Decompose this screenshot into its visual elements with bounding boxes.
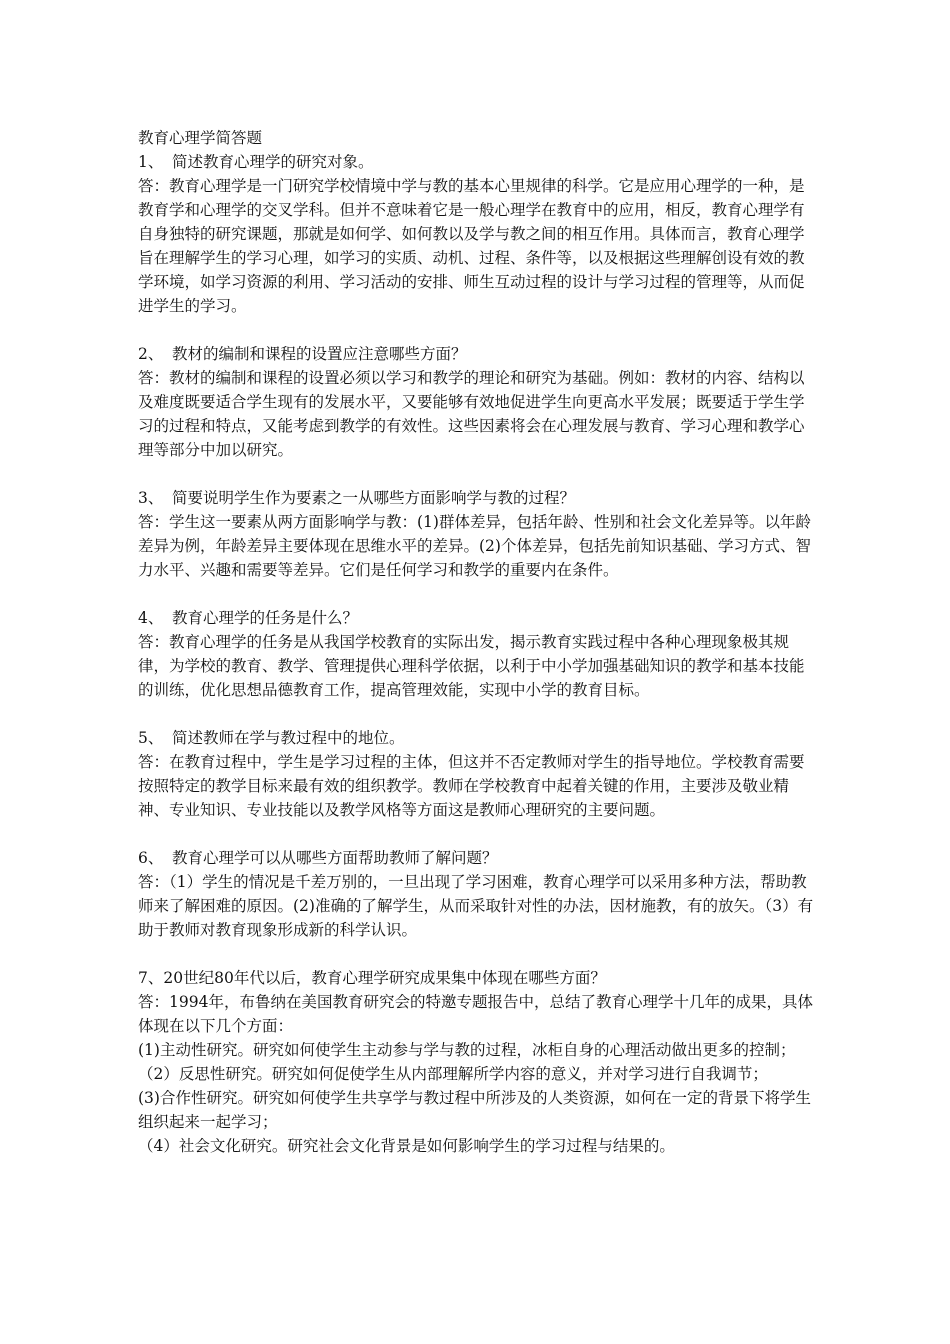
answer-4: 答：教育心理学的任务是从我国学校教育的实际出发，揭示教育实践过程中各种心理现象极其规律，为学校的教育、教学、管理提供心理科学依据，以利于中小学加强基础知识的教学和基本技能的训练，优化思想品德教育工作，提高管理效能，实现中小学的教育目标。 [138,633,805,699]
question-text: 教育心理学的任务是什么？ [172,609,359,627]
question-1 [138,150,818,174]
question-number: 4、 [138,609,164,627]
question-text: 简述教育心理学的研究对象。 [172,153,374,171]
question-block-3 [138,486,818,582]
question-block-2 [138,342,818,462]
question-7 [138,966,818,990]
question-block-4 [138,606,818,702]
question-number: 2、 [138,345,164,363]
question-text: 简述教师在学与教过程中的地位。 [172,729,405,747]
answer-6: 答：（1）学生的情况是千差万别的，一旦出现了学习困难，教育心理学可以采用多种方法，帮助教师来了解困难的原因。(2)准确的了解学生，从而采取针对性的办法，因材施教，有的放矢。（3）有助于教师对教育现象形成新的科学认识。 [138,873,814,939]
question-block-7 [138,966,818,1158]
question-block-1 [138,150,818,318]
question-text: 教育心理学可以从哪些方面帮助教师了解问题？ [172,849,498,867]
answer-3: 答：学生这一要素从两方面影响学与教：(1)群体差异，包括年龄、性别和社会文化差异等。以年龄差异为例，年龄差异主要体现在思维水平的差异。(2)个体差异，包括先前知识基础、学习方式、智力水平、兴趣和需要等差异。它们是任何学习和教学的重要内在条件。 [138,513,811,579]
question-text: 教材的编制和课程的设置应注意哪些方面？ [172,345,467,363]
answer-7-intro: 答：1994年，布鲁纳在美国教育研究会的特邀专题报告中，总结了教育心理学十几年的成果，具体体现在以下几个方面： [138,993,813,1035]
answer-7-item-3: (3)合作性研究。研究如何使学生共享学与教过程中所涉及的人类资源，如何在一定的背景下将学生组织起来一起学习； [138,1089,811,1131]
question-5 [138,726,818,750]
question-2 [138,342,818,366]
question-number: 7、 [138,969,164,987]
question-4 [138,606,818,630]
question-text: 20世纪80年代以后，教育心理学研究成果集中体现在哪些方面？ [163,969,606,987]
answer-5: 答：在教育过程中，学生是学习过程的主体，但这并不否定教师对学生的指导地位。学校教育需要按照特定的教学目标来最有效的组织教学。教师在学校教育中起着关键的作用，主要涉及敬业精神、专业知识、专业技能以及教学风格等方面这是教师心理研究的主要问题。 [138,753,805,819]
question-6 [138,846,818,870]
question-3 [138,486,818,510]
document-page [138,126,818,1158]
answer-1: 答：教育心理学是一门研究学校情境中学与教的基本心里规律的科学。它是应用心理学的一种，是教育学和心理学的交叉学科。但并不意味着它是一般心理学在教育中的应用，相反，教育心理学有自身独特的研究课题，那就是如何学、如何教以及学与教之间的相互作用。具体而言，教育心理学旨在理解学生的学习心理，如学习的实质、动机、过程、条件等，以及根据这些理解创设有效的教学环境，如学习资源的利用、学习活动的安排、师生互动过程的设计与学习过程的管理等，从而促进学生的学习。 [138,177,805,315]
question-block-6 [138,846,818,942]
question-number: 6、 [138,849,164,867]
answer-7-item-2: （2）反思性研究。研究如何促使学生从内部理解所学内容的意义，并对学习进行自我调节； [138,1065,768,1083]
question-number: 3、 [138,489,164,507]
answer-2: 答：教材的编制和课程的设置必须以学习和教学的理论和研究为基础。例如：教材的内容、结构以及难度既要适合学生现有的发展水平，又要能够有效地促进学生向更高水平发展；既要适于学生学习的过程和特点，又能考虑到教学的有效性。这些因素将会在心理发展与教育、学习心理和教学心理等部分中加以研究。 [138,369,805,459]
question-text: 简要说明学生作为要素之一从哪些方面影响学与教的过程？ [172,489,576,507]
question-number: 1、 [138,153,164,171]
question-number: 5、 [138,729,164,747]
answer-7-item-4: （4）社会文化研究。研究社会文化背景是如何影响学生的学习过程与结果的。 [138,1137,675,1155]
question-block-5 [138,726,818,822]
answer-7-item-1: (1)主动性研究。研究如何使学生主动参与学与教的过程，冰柜自身的心理活动做出更多的控制； [138,1041,796,1059]
document-title: 教育心理学简答题 [138,129,263,147]
